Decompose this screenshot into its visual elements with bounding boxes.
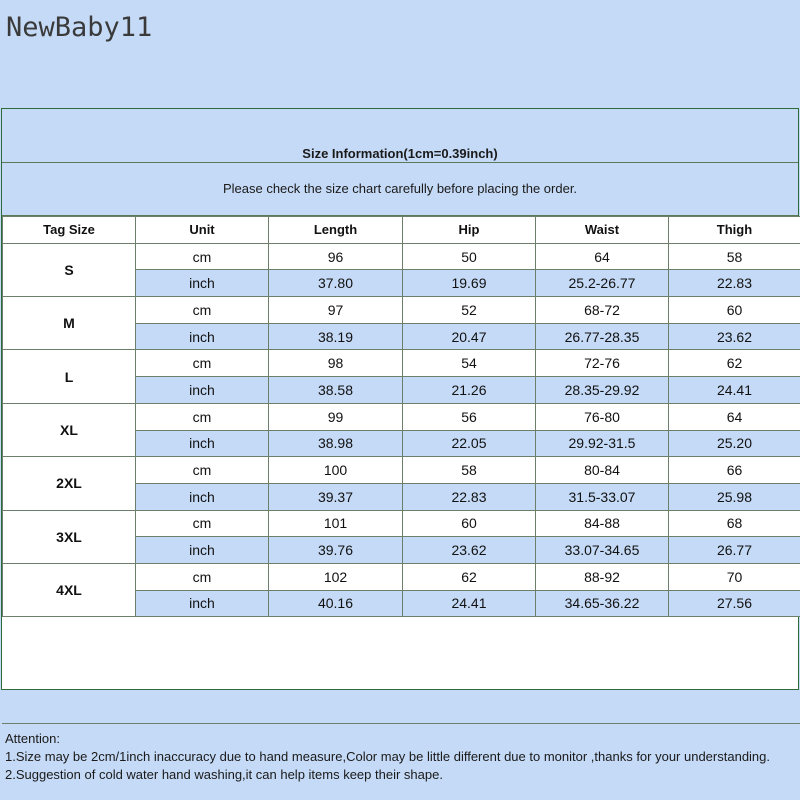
length-cm-cell: 102	[269, 563, 403, 590]
size-table	[2, 216, 800, 617]
tag-size-cell: 2XL	[3, 457, 136, 510]
table-row	[3, 350, 800, 377]
length-cm-cell: 100	[269, 457, 403, 484]
length-inch-cell: 37.80	[269, 270, 403, 297]
hip-cm-cell: 56	[403, 403, 536, 430]
unit-cm-cell: cm	[136, 243, 269, 270]
thigh-inch-cell: 25.98	[669, 483, 800, 510]
length-cm-cell: 96	[269, 243, 403, 270]
unit-inch-cell: inch	[136, 323, 269, 350]
hip-inch-cell: 22.83	[403, 483, 536, 510]
header-waist: Waist	[536, 217, 669, 244]
table-header-row	[3, 217, 800, 244]
waist-cm-cell: 64	[536, 243, 669, 270]
thigh-cm-cell: 62	[669, 350, 800, 377]
unit-cm-cell: cm	[136, 350, 269, 377]
waist-cm-cell: 76-80	[536, 403, 669, 430]
hip-inch-cell: 19.69	[403, 270, 536, 297]
waist-inch-cell: 33.07-34.65	[536, 537, 669, 564]
thigh-inch-cell: 27.56	[669, 590, 800, 617]
length-inch-cell: 38.98	[269, 430, 403, 457]
table-row	[3, 243, 800, 270]
thigh-inch-cell: 26.77	[669, 537, 800, 564]
attention-line-1: 1.Size may be 2cm/1inch inaccuracy due to hand measure,Color may be little different due to monitor ,thanks for your understanding.	[5, 749, 771, 764]
waist-cm-cell: 84-88	[536, 510, 669, 537]
hip-inch-cell: 22.05	[403, 430, 536, 457]
waist-cm-cell: 72-76	[536, 350, 669, 377]
thigh-cm-cell: 60	[669, 297, 800, 324]
unit-cm-cell: cm	[136, 510, 269, 537]
unit-inch-cell: inch	[136, 537, 269, 564]
hip-inch-cell: 24.41	[403, 590, 536, 617]
length-inch-cell: 39.76	[269, 537, 403, 564]
waist-cm-cell: 80-84	[536, 457, 669, 484]
header-tag-size: Tag Size	[3, 217, 136, 244]
waist-inch-cell: 28.35-29.92	[536, 377, 669, 404]
waist-inch-cell: 26.77-28.35	[536, 323, 669, 350]
thigh-inch-cell: 24.41	[669, 377, 800, 404]
hip-cm-cell: 50	[403, 243, 536, 270]
table-row	[3, 510, 800, 537]
thigh-inch-cell: 23.62	[669, 323, 800, 350]
header-length: Length	[269, 217, 403, 244]
thigh-cm-cell: 64	[669, 403, 800, 430]
hip-cm-cell: 60	[403, 510, 536, 537]
tag-size-cell: XL	[3, 403, 136, 456]
thigh-inch-cell: 25.20	[669, 430, 800, 457]
brand-watermark: NewBaby11	[6, 12, 153, 43]
length-cm-cell: 97	[269, 297, 403, 324]
attention-heading: Attention:	[5, 731, 60, 746]
table-row	[3, 563, 800, 590]
tag-size-cell: 3XL	[3, 510, 136, 563]
thigh-cm-cell: 70	[669, 563, 800, 590]
table-row	[3, 403, 800, 430]
size-chart	[1, 108, 799, 782]
unit-inch-cell: inch	[136, 430, 269, 457]
header-unit: Unit	[136, 217, 269, 244]
header-hip: Hip	[403, 217, 536, 244]
thigh-cm-cell: 68	[669, 510, 800, 537]
waist-cm-cell: 68-72	[536, 297, 669, 324]
length-inch-cell: 39.37	[269, 483, 403, 510]
length-cm-cell: 98	[269, 350, 403, 377]
unit-cm-cell: cm	[136, 457, 269, 484]
thigh-cm-cell: 58	[669, 243, 800, 270]
unit-inch-cell: inch	[136, 270, 269, 297]
length-cm-cell: 99	[269, 403, 403, 430]
waist-cm-cell: 88-92	[536, 563, 669, 590]
hip-cm-cell: 52	[403, 297, 536, 324]
attention-line-2: 2.Suggestion of cold water hand washing,it can help items keep their shape.	[5, 767, 443, 782]
length-cm-cell: 101	[269, 510, 403, 537]
attention-notes	[2, 723, 800, 797]
hip-cm-cell: 58	[403, 457, 536, 484]
table-row	[3, 297, 800, 324]
hip-inch-cell: 23.62	[403, 537, 536, 564]
tag-size-cell: S	[3, 243, 136, 296]
length-inch-cell: 40.16	[269, 590, 403, 617]
waist-inch-cell: 34.65-36.22	[536, 590, 669, 617]
hip-inch-cell: 20.47	[403, 323, 536, 350]
hip-inch-cell: 21.26	[403, 377, 536, 404]
hip-cm-cell: 54	[403, 350, 536, 377]
waist-inch-cell: 31.5-33.07	[536, 483, 669, 510]
unit-inch-cell: inch	[136, 377, 269, 404]
thigh-inch-cell: 22.83	[669, 270, 800, 297]
unit-cm-cell: cm	[136, 297, 269, 324]
waist-inch-cell: 25.2-26.77	[536, 270, 669, 297]
title-band	[2, 109, 798, 163]
header-thigh: Thigh	[669, 217, 800, 244]
chart-title: Size Information(1cm=0.39inch)	[302, 146, 498, 161]
order-note: Please check the size chart carefully before placing the order.	[2, 163, 798, 216]
table-row	[3, 457, 800, 484]
tag-size-cell: 4XL	[3, 563, 136, 616]
length-inch-cell: 38.58	[269, 377, 403, 404]
thigh-cm-cell: 66	[669, 457, 800, 484]
unit-cm-cell: cm	[136, 403, 269, 430]
hip-cm-cell: 62	[403, 563, 536, 590]
waist-inch-cell: 29.92-31.5	[536, 430, 669, 457]
tag-size-cell: L	[3, 350, 136, 403]
unit-inch-cell: inch	[136, 483, 269, 510]
unit-cm-cell: cm	[136, 563, 269, 590]
unit-inch-cell: inch	[136, 590, 269, 617]
tag-size-cell: M	[3, 297, 136, 350]
length-inch-cell: 38.19	[269, 323, 403, 350]
